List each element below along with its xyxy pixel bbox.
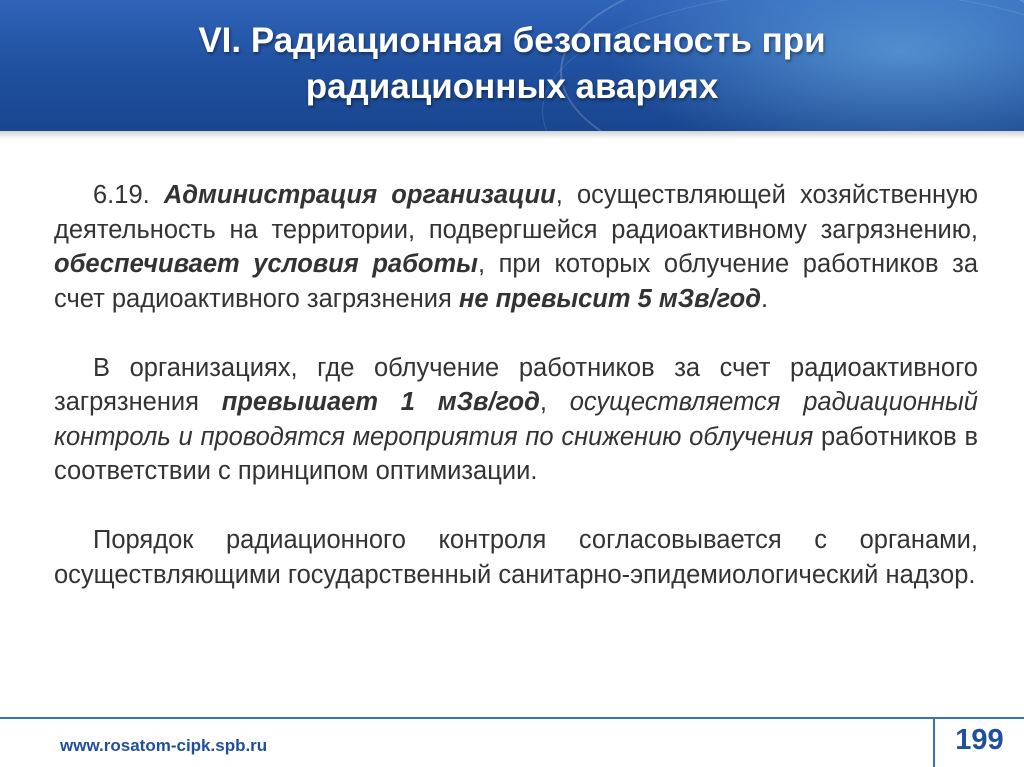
- slide-header: [0, 0, 1024, 131]
- text: Порядок радиационного контроля согласовывается с органами, осуществляющими государственный санитарно-эпидемиологический надзор.: [54, 526, 978, 589]
- emphasis-bold-italic: не превысит 5 мЗв/год: [458, 284, 761, 313]
- text: 6.19.: [93, 181, 164, 209]
- text: В организациях, где облучение работников за счет радиоактивного загрязнения: [54, 353, 978, 416]
- text: , при которых облучение работников за счет радиоактивного загрязнения: [54, 250, 979, 313]
- text: .: [760, 284, 769, 313]
- emphasis-bold-italic: обеспечивает условия работы: [54, 250, 478, 278]
- text: работников в соответствии с принципом оптимизации.: [54, 422, 978, 485]
- paragraph-6-19: [54, 178, 978, 316]
- page-number: 199: [955, 724, 1004, 756]
- emphasis-bold-italic: Администрация организации: [163, 181, 556, 209]
- slide-body: [54, 178, 978, 627]
- footer-url-link[interactable]: www.rosatom-cipk.spb.ru: [60, 736, 268, 755]
- text: , осуществляющей хозяйственную деятельность на территории, подвергшейся радиоактивному загрязнению,: [54, 181, 978, 244]
- slide-title-line2: радиационных авариях: [305, 67, 719, 106]
- text: ,: [539, 388, 570, 416]
- header-shadow: [0, 131, 1024, 139]
- slide-title: [0, 18, 1024, 110]
- emphasis-italic: осуществляется радиационный контроль и проводятся мероприятия по снижению облучения: [54, 388, 978, 451]
- paragraph-control-order: [54, 523, 978, 592]
- slide-title-line1: VI. Радиационная безопасность при: [198, 21, 826, 60]
- emphasis-bold-italic: превышает 1 мЗв/год: [221, 388, 540, 416]
- paragraph-monitoring: [54, 351, 978, 489]
- footer-divider-line: [0, 717, 1024, 719]
